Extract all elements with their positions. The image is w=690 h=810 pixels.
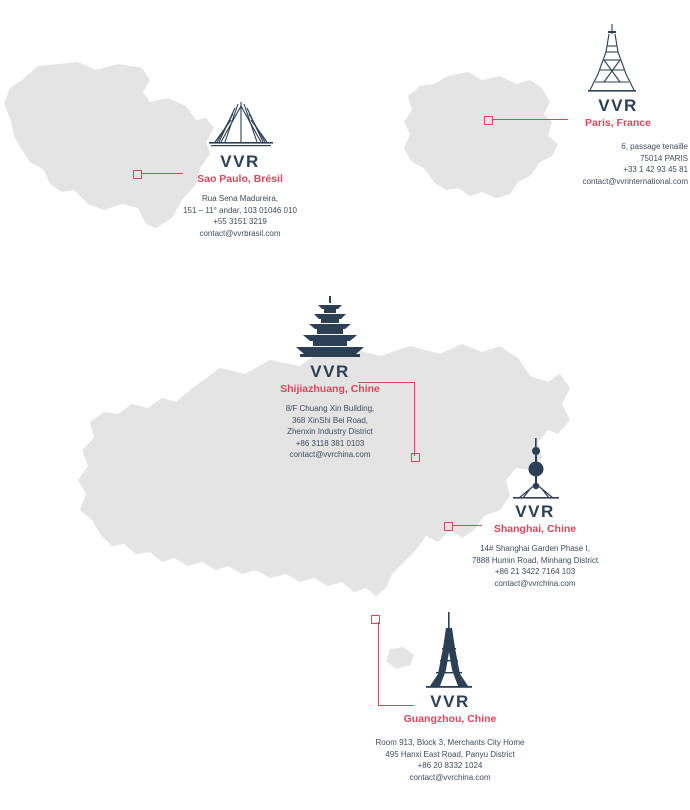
paris-address	[548, 141, 688, 187]
sao-paulo-address-line-4: contact@vvrbrasil.com	[199, 228, 281, 238]
paris-address-line-1: 6, passage tenaille	[621, 142, 688, 151]
guangzhou-connector-line	[378, 705, 414, 706]
shanghai-connector-line	[452, 525, 482, 526]
shanghai-address	[455, 543, 615, 589]
sao-paulo-connector-line	[141, 173, 183, 174]
canton-tower-icon	[416, 612, 482, 690]
paris-address-line-2: 75014 PARIS	[640, 153, 688, 163]
location-shijiazhuang	[235, 296, 425, 461]
guangzhou-address-line-2: 495 Hanxi East Road, Panyu District	[385, 749, 515, 759]
location-sao-paulo	[160, 100, 320, 239]
location-paris	[548, 22, 688, 187]
guangzhou-map-marker[interactable]	[371, 615, 380, 624]
paris-address-line-4: contact@vvrinternational.com	[582, 176, 688, 186]
shanghai-address-line-1: 14# Shanghai Garden Phase I,	[480, 544, 590, 553]
sao-paulo-address-line-2: 151 – 11° andar, 103 01046 010	[183, 205, 297, 215]
shijiazhuang-address	[235, 403, 425, 461]
guangzhou-address-line-1: Room 913, Block 3, Merchants City Home	[375, 738, 525, 747]
oriental-pearl-tower-icon	[503, 438, 569, 500]
shijiazhuang-address-line-5: contact@vvrchina.com	[289, 450, 371, 459]
sao-paulo-city: Sao Paulo, Brésil	[197, 173, 283, 185]
sao-paulo-address	[160, 193, 320, 239]
location-shanghai	[455, 438, 615, 589]
paris-address-line-3: +33 1 42 93 45 81	[623, 165, 688, 174]
pagoda-icon	[292, 296, 368, 358]
shanghai-map-marker[interactable]	[444, 522, 453, 531]
octavio-frias-bridge-icon	[205, 100, 277, 148]
shanghai-brand: VVR	[515, 502, 555, 521]
shanghai-city: Shanghai, Chine	[493, 523, 577, 535]
guangzhou-brand: VVR	[430, 692, 470, 711]
guangzhou-city: Guangzhou, Chine	[403, 713, 497, 725]
shijiazhuang-address-line-1: 8/F Chuang Xin Building,	[285, 404, 375, 413]
shanghai-address-line-2: 7888 Humin Road, Minhang District	[471, 555, 599, 565]
shijiazhuang-city: Shijiazhuang, Chine	[280, 383, 380, 395]
shijiazhuang-brand: VVR	[310, 362, 350, 381]
sao-paulo-address-line-1: Rua Sena Madureira,	[201, 194, 279, 203]
sao-paulo-map-marker[interactable]	[133, 170, 142, 179]
shijiazhuang-map-marker[interactable]	[411, 453, 420, 462]
sao-paulo-address-line-3: +55 3151 3219	[213, 217, 267, 226]
shanghai-address-line-4: contact@vvrchina.com	[494, 578, 576, 588]
guangzhou-address-line-4: contact@vvrchina.com	[409, 772, 491, 782]
shijiazhuang-address-line-3: Zhenxin Industry District	[287, 427, 373, 436]
shijiazhuang-address-line-4: +86 3118 381 0103	[295, 438, 365, 448]
paris-connector-line	[492, 119, 568, 120]
shijiazhuang-connector-line	[358, 382, 415, 383]
paris-city: Paris, France	[585, 117, 651, 129]
guangzhou-address-line-3: +86 20 8332 1024	[417, 761, 483, 770]
shijiazhuang-address-line-2: 368 XinShi Bei Road,	[291, 415, 369, 425]
shanghai-address-line-3: +86 21 3422 7164 103	[494, 567, 576, 576]
paris-brand: VVR	[598, 96, 638, 115]
guangzhou-connector-vertical	[378, 622, 379, 706]
eiffel-tower-icon	[584, 22, 640, 94]
paris-map-marker[interactable]	[484, 116, 493, 125]
location-guangzhou	[340, 612, 560, 783]
sao-paulo-brand: VVR	[220, 152, 260, 171]
shijiazhuang-connector-vertical	[414, 382, 415, 456]
guangzhou-address	[340, 737, 560, 783]
